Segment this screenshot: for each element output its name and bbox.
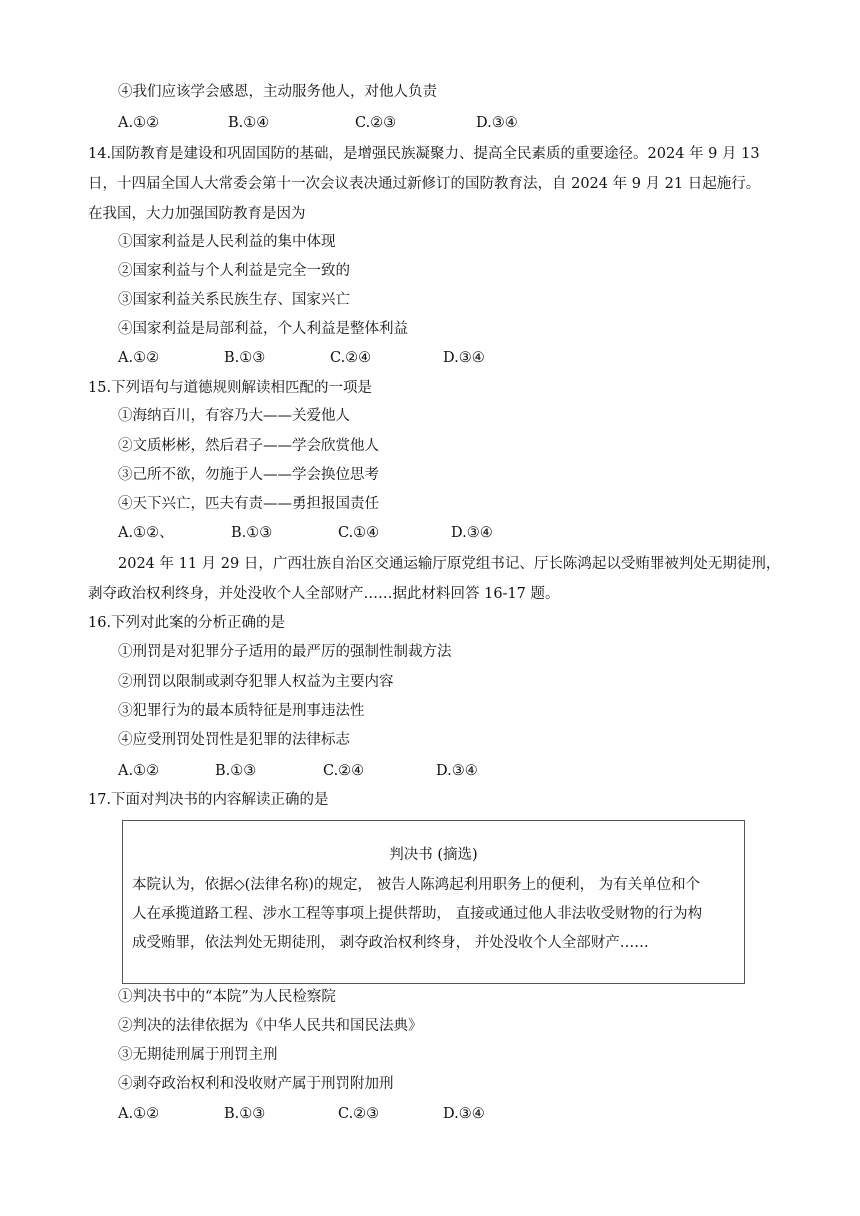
q16-option-b: B.①③: [215, 763, 257, 779]
q14-item-4: ④国家利益是局部利益，个人利益是整体利益: [118, 321, 408, 337]
material-line-1: 2024 年 11 月 29 日，广西壮族自治区交通运输厅原党组书记、厅长陈鸿起以受贿罪被判处无期徒刑，: [118, 556, 781, 572]
q16-item-1: ①刑罚是对犯罪分子适用的最严厉的强制性制裁方法: [118, 644, 452, 660]
judgment-line-1: 本院认为，依据◇(法律名称)的规定， 被告人陈鸿起利用职务上的便利， 为有关单位和个: [132, 877, 701, 893]
judgment-line-2: 人在承揽道路工程、涉水工程等事项上提供帮助， 直接或通过他人非法收受财物的行为构: [132, 906, 703, 922]
q15-option-b: B.①③: [231, 525, 273, 541]
material-line-2: 剥夺政治权利终身，并处没收个人全部财产……据此材料回答 16-17 题。: [88, 586, 560, 602]
q16-option-d: D.③④: [436, 763, 478, 779]
q13-item-4: ④我们应该学会感恩，主动服务他人，对他人负责: [118, 84, 437, 100]
q17-item-3: ③无期徒刑属于刑罚主刑: [118, 1047, 278, 1063]
q15-item-3: ③己所不欲，勿施于人——学会换位思考: [118, 467, 379, 483]
judgment-excerpt-box: [122, 820, 745, 984]
q14-option-c: C.②④: [330, 350, 372, 366]
q14-item-2: ②国家利益与个人利益是完全一致的: [118, 263, 350, 279]
q16-item-3: ③犯罪行为的最本质特征是刑事违法性: [118, 703, 365, 719]
q16-item-2: ②刑罚以限制或剥夺犯罪人权益为主要内容: [118, 674, 394, 690]
q14-option-a: A.①②: [118, 350, 160, 366]
q13-option-c: C.②③: [355, 115, 397, 131]
q13-option-d: D.③④: [476, 115, 518, 131]
q14-item-3: ③国家利益关系民族生存、国家兴亡: [118, 292, 350, 308]
q16-stem: 16.下列对此案的分析正确的是: [88, 615, 286, 631]
q15-stem: 15.下列语句与道德规则解读相匹配的一项是: [88, 380, 373, 396]
q14-stem-line-2: 日，十四届全国人大常委会第十一次会议表决通过新修订的国防教育法，自 2024 年 9 月 21 日起施行。: [88, 176, 761, 192]
q14-stem-line-1: 14.国防教育是建设和巩固国防的基础，是增强民族凝聚力、提高全民素质的重要途径。2024 年 9 月 13: [88, 146, 760, 162]
judgment-line-3: 成受贿罪，依法判处无期徒刑， 剥夺政治权利终身， 并处没收个人全部财产……: [132, 935, 649, 951]
q15-item-4: ④天下兴亡，匹夫有责——勇担报国责任: [118, 496, 379, 512]
q16-option-a: A.①②: [118, 763, 160, 779]
q14-stem-line-3: 在我国，大力加强国防教育是因为: [88, 206, 306, 222]
q15-option-c: C.①④: [338, 525, 380, 541]
q14-option-b: B.①③: [224, 350, 266, 366]
q17-option-d: D.③④: [443, 1106, 485, 1122]
q13-option-b: B.①④: [228, 115, 270, 131]
q17-item-2: ②判决的法律依据为《中华人民共和国民法典》: [118, 1018, 423, 1034]
q17-option-c: C.②③: [338, 1106, 380, 1122]
q14-option-d: D.③④: [443, 350, 485, 366]
q15-option-a: A.①②、: [118, 525, 174, 541]
q15-item-1: ①海纳百川，有容乃大——关爱他人: [118, 408, 350, 424]
q16-item-4: ④应受刑罚处罚性是犯罪的法律标志: [118, 732, 350, 748]
q17-item-1: ①判决书中的“本院”为人民检察院: [118, 989, 336, 1005]
q15-option-d: D.③④: [451, 525, 493, 541]
q17-option-a: A.①②: [118, 1106, 160, 1122]
q17-option-b: B.①③: [224, 1106, 266, 1122]
q14-item-1: ①国家利益是人民利益的集中体现: [118, 234, 336, 250]
q13-option-a: A.①②: [118, 115, 160, 131]
q15-item-2: ②文质彬彬，然后君子——学会欣赏他人: [118, 438, 379, 454]
q16-option-c: C.②④: [323, 763, 365, 779]
q17-item-4: ④剥夺政治权利和没收财产属于刑罚附加刑: [118, 1076, 394, 1092]
judgment-title: 判决书 (摘选): [389, 847, 478, 863]
q17-stem: 17.下面对判决书的内容解读正确的是: [88, 792, 329, 808]
